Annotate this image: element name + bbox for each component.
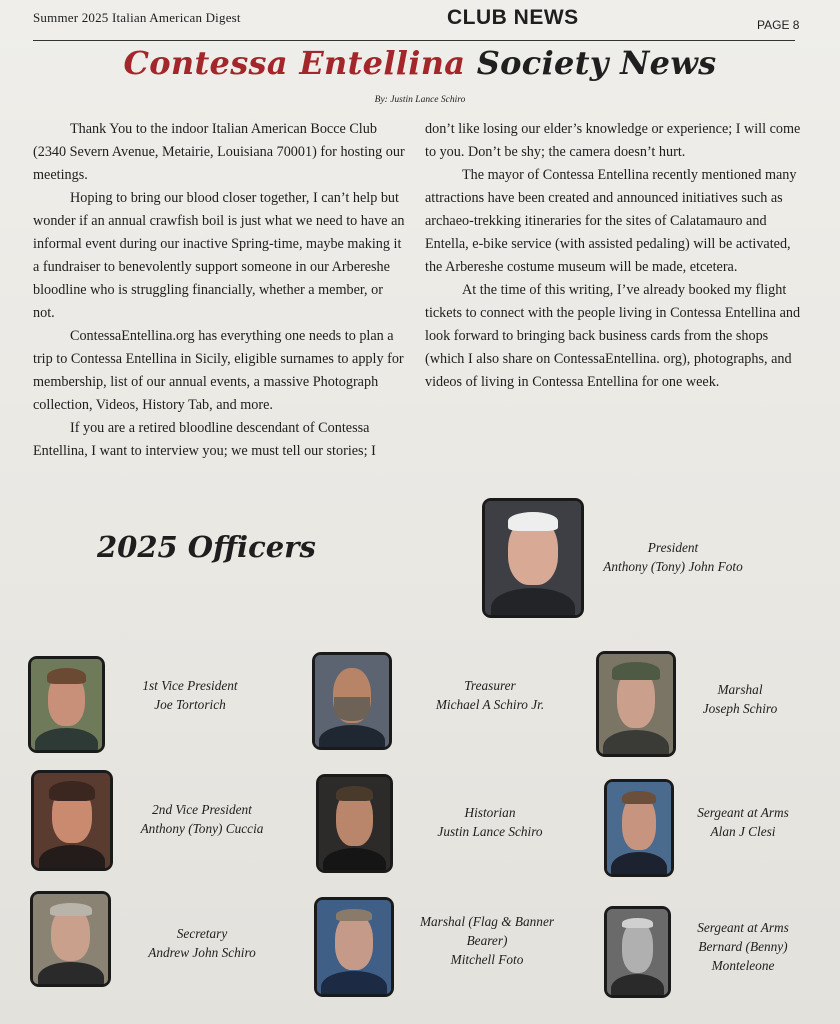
officer-name: Anthony (Tony) John Foto [603, 559, 743, 574]
officer-title: Treasurer [464, 678, 516, 693]
officer-caption-treasurer [410, 676, 570, 714]
officer-caption-president [593, 538, 753, 576]
officer-title: Marshal (Flag & Banner [419, 914, 555, 929]
officer-title: Sergeant at Arms [697, 805, 789, 820]
paragraph: Hoping to bring our blood closer together, I can’t help but wonder if an annual crawfish boil is just what we need to have an informal event during our inactive Spring-time, maybe making it a fundraiser to benevolently support someone in our Arbereshe bloodline who is struggling financially, whether a member, or not. [33, 190, 405, 321]
officer-photo-1st-vice-president [28, 656, 105, 753]
officer-photo-president [482, 498, 584, 618]
officer-photo-secretary [30, 891, 111, 987]
officer-name: Andrew John Schiro [148, 945, 256, 960]
paragraph: The mayor of Contessa Entellina recently mentioned many attractions have been created and announced initiatives such as archaeo-trekking itineraries for the sites of Calatamauro and Entella, e-bike service (with assisted pedaling) will be activated, the Arbereshe costume museum will be made, etcetera. [425, 167, 797, 275]
headline-part-2: Society News [476, 44, 717, 82]
officer-title: Secretary [176, 926, 228, 941]
officer-title-line-2: Bernard (Benny) [698, 939, 788, 954]
byline: By: Justin Lance Schiro [374, 95, 466, 105]
officer-caption-historian [410, 803, 570, 841]
paragraph: At the time of this writing, I’ve already booked my flight tickets to connect with the people living in Contessa Entellina and look forward to bringing back business cards from the shops (which I also share on ContessaEntellina. org), photographs, and videos of living in Contessa Entellina for one week. [425, 282, 801, 390]
officer-photo-historian [316, 774, 393, 873]
officer-name: Joe Tortorich [154, 697, 226, 712]
headline-part-1: Contessa Entellina [123, 44, 466, 82]
issue-label: Summer 2025 Italian American Digest [33, 10, 241, 25]
page-number: PAGE 8 [757, 18, 800, 32]
officer-photo-2nd-vice-president [31, 770, 113, 871]
officer-caption-sergeant-at-arms-2 [680, 918, 806, 975]
officer-name: Michael A Schiro Jr. [435, 697, 545, 712]
paragraph: ContessaEntellina.org has everything one needs to plan a trip to Contessa Entellina in Sicily, eligible surnames to apply for membership, list of our annual events, a massive Photograph collection, Videos, History Tab, and more. [33, 328, 404, 413]
officer-caption-2nd-vice-president [122, 800, 282, 838]
article-column-left [33, 118, 405, 463]
officer-name: Monteleone [711, 958, 775, 973]
article-headline [0, 44, 840, 82]
officer-name: Joseph Schiro [702, 701, 778, 716]
article-column-right [425, 118, 809, 394]
officer-title-line-2: Bearer) [466, 933, 508, 948]
officer-name: Justin Lance Schiro [437, 824, 543, 839]
officer-title: 1st Vice President [142, 678, 238, 693]
officer-caption-secretary [132, 924, 272, 962]
officer-caption-sergeant-at-arms [683, 803, 803, 841]
header-rule [33, 40, 795, 41]
officer-caption-marshal-flag-banner [402, 912, 572, 969]
officer-name: Alan J Clesi [710, 824, 776, 839]
officer-title: Historian [464, 805, 516, 820]
officer-photo-treasurer [312, 652, 392, 750]
officers-heading: 2025 Officers [97, 530, 316, 564]
officer-title: President [647, 540, 699, 555]
paragraph: don’t like losing our elder’s knowledge or experience; I will come to you. Don’t be shy; the camera doesn’t hurt. [425, 121, 801, 160]
officer-photo-marshal [596, 651, 676, 757]
officer-name: Anthony (Tony) Cuccia [140, 821, 264, 836]
officer-caption-marshal [685, 680, 795, 718]
officer-title: Sergeant at Arms [697, 920, 789, 935]
section-title: CLUB NEWS [447, 6, 579, 29]
officer-photo-sergeant-at-arms [604, 779, 674, 877]
officer-title: Marshal [717, 682, 763, 697]
officer-photo-sergeant-at-arms-2 [604, 906, 671, 998]
officer-photo-marshal-flag-banner [314, 897, 394, 997]
officer-title: 2nd Vice President [152, 802, 252, 817]
paragraph: If you are a retired bloodline descendant of Contessa Entellina, I want to interview you; we must tell our stories; I [33, 420, 376, 459]
officer-name: Mitchell Foto [450, 952, 524, 967]
officer-caption-1st-vice-president [122, 676, 258, 714]
paragraph: Thank You to the indoor Italian American Bocce Club (2340 Severn Avenue, Metairie, Louisiana 70001) for hosting our meetings. [33, 121, 405, 183]
